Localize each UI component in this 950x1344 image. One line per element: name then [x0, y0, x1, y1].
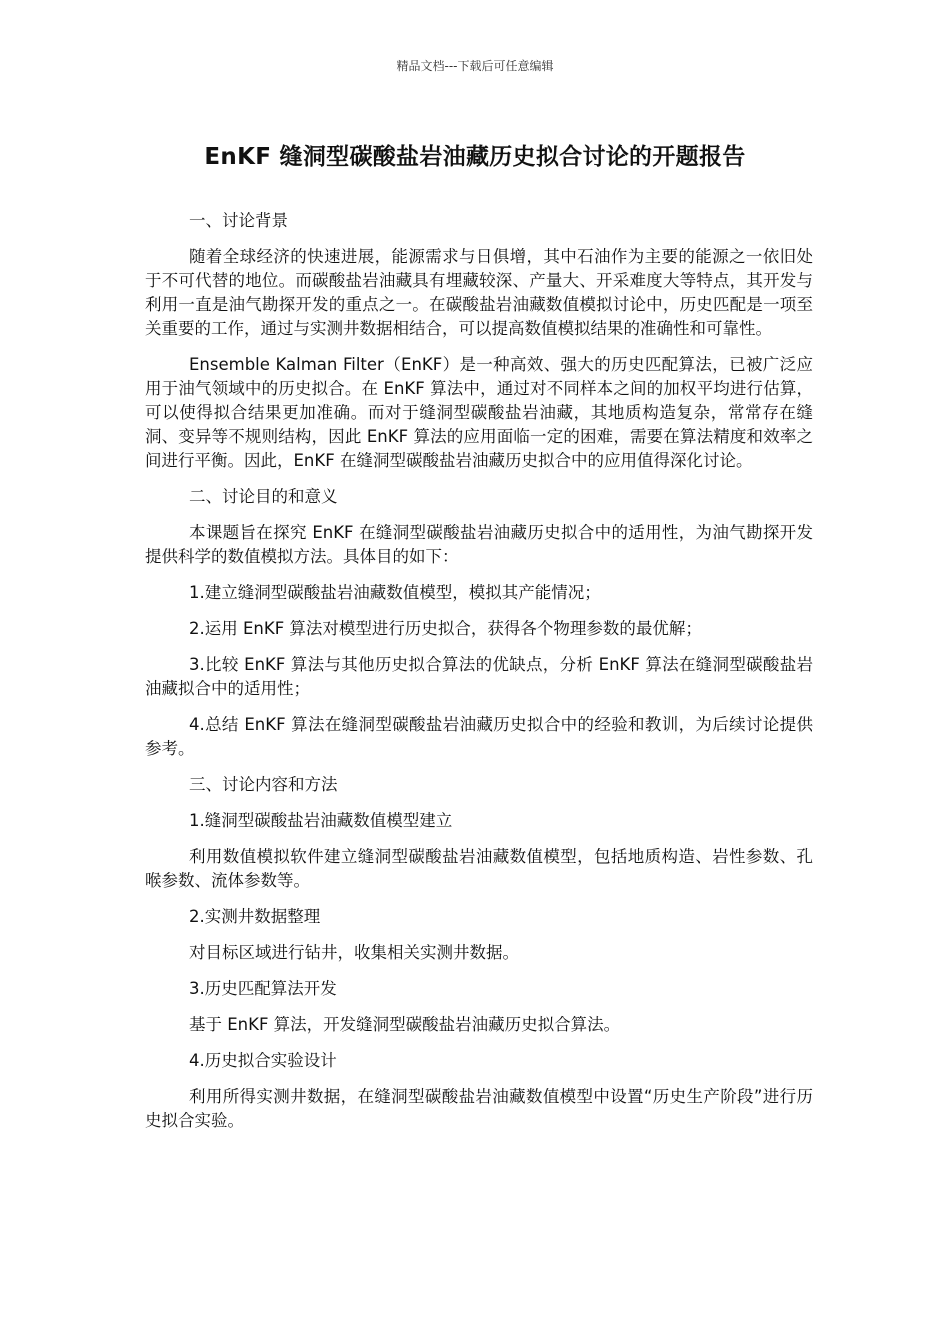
- paragraph: 随着全球经济的快速进展，能源需求与日俱增，其中石油作为主要的能源之一依旧处于不可代替的地位。而碳酸盐岩油藏具有埋藏较深、产量大、开采难度大等特点，其开发与利用一直是油气勘探开发的重点之一。在碳酸盐岩油藏数值模拟讨论中，历史匹配是一项至关重要的工作，通过与实测井数据相结合，可以提高数值模拟结果的准确性和可靠性。: [145, 247, 813, 338]
- subheading: 3.历史匹配算法开发: [189, 979, 337, 998]
- subheading: 4.历史拟合实验设计: [189, 1051, 337, 1070]
- section-heading-purpose: 二、讨论目的和意义: [189, 487, 338, 506]
- document-body: [145, 209, 813, 1145]
- list-item: 2.运用 EnKF 算法对模型进行历史拟合，获得各个物理参数的最优解；: [189, 619, 702, 638]
- paragraph: 本课题旨在探究 EnKF 在缝洞型碳酸盐岩油藏历史拟合中的适用性，为油气勘探开发提供科学的数值模拟方法。具体目的如下：: [145, 523, 813, 566]
- list-item: 4.总结 EnKF 算法在缝洞型碳酸盐岩油藏历史拟合中的经验和教训，为后续讨论提供参考。: [145, 715, 813, 758]
- section-heading-background: 一、讨论背景: [189, 211, 288, 230]
- paragraph: 对目标区域进行钻井，收集相关实测井数据。: [189, 943, 519, 962]
- paragraph: 利用所得实测井数据，在缝洞型碳酸盐岩油藏数值模型中设置“历史生产阶段”进行历史拟合实验。: [145, 1087, 813, 1130]
- subheading: 2.实测井数据整理: [189, 907, 321, 926]
- list-item: 1.建立缝洞型碳酸盐岩油藏数值模型，模拟其产能情况；: [189, 583, 601, 602]
- paragraph: 基于 EnKF 算法，开发缝洞型碳酸盐岩油藏历史拟合算法。: [189, 1015, 621, 1034]
- paragraph: 利用数值模拟软件建立缝洞型碳酸盐岩油藏数值模型，包括地质构造、岩性参数、孔喉参数、流体参数等。: [145, 847, 813, 890]
- list-item: 3.比较 EnKF 算法与其他历史拟合算法的优缺点，分析 EnKF 算法在缝洞型碳酸盐岩油藏拟合中的适用性；: [145, 655, 813, 698]
- section-heading-methods: 三、讨论内容和方法: [189, 775, 338, 794]
- page-header: 精品文档---下载后可任意编辑: [396, 59, 554, 73]
- document-title: EnKF 缝洞型碳酸盐岩油藏历史拟合讨论的开题报告: [204, 144, 746, 170]
- subheading: 1.缝洞型碳酸盐岩油藏数值模型建立: [189, 811, 453, 830]
- paragraph: Ensemble Kalman Filter（EnKF）是一种高效、强大的历史匹配算法，已被广泛应用于油气领域中的历史拟合。在 EnKF 算法中，通过对不同样本之间的加权平均进行估算，可以使得拟合结果更加准确。而对于缝洞型碳酸盐岩油藏，其地质构造复杂，常常存在缝洞、变异等不规则结构，因此 EnKF 算法的应用面临一定的困难，需要在算法精度和效率之间进行平衡。因此，EnKF 在缝洞型碳酸盐岩油藏历史拟合中的应用值得深化讨论。: [145, 355, 813, 470]
